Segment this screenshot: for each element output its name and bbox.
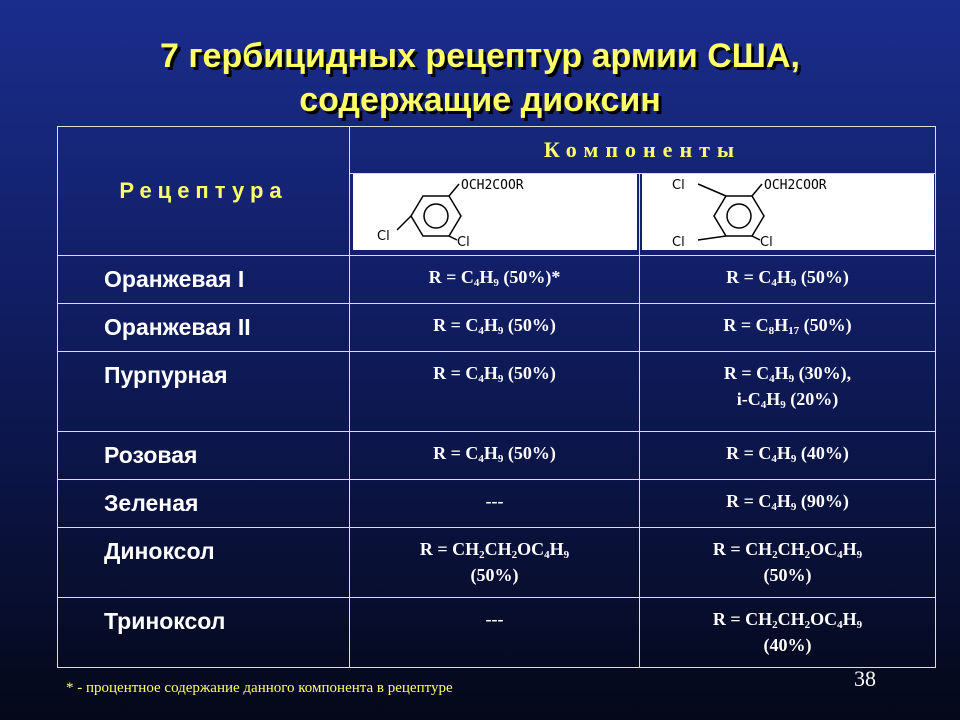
c2-formula: $R = C_4H_9$ (40%) xyxy=(726,443,849,465)
c1-formula: $R = C_4H_9$ (50%) xyxy=(433,363,556,385)
component-1-value xyxy=(350,528,640,598)
cl-label-2b: Cl xyxy=(671,235,685,250)
component-2-value xyxy=(640,352,936,432)
component-2-value xyxy=(640,304,936,352)
recipe-name: Пурпурная xyxy=(58,352,350,432)
structure-2-4-d xyxy=(350,174,640,256)
component-1-value xyxy=(350,304,640,352)
recipe-name: Диноксол xyxy=(58,528,350,598)
c1-formula: $R = C_4H_9$ (50%) xyxy=(433,315,556,337)
recipe-name: Оранжевая I xyxy=(58,256,350,304)
table-row xyxy=(58,256,936,304)
c1-formula: $R = C_4H_9$ (50%)* xyxy=(428,267,561,289)
component-1-value: --- xyxy=(350,598,640,668)
table-body xyxy=(58,256,936,668)
component-1-value: --- xyxy=(350,480,640,528)
component-1-value xyxy=(350,432,640,480)
table-row xyxy=(58,352,936,432)
cl-label-2a: Cl xyxy=(671,178,685,193)
component-2-value xyxy=(640,256,936,304)
table-row xyxy=(58,598,936,668)
substituent-label-1: OCH2COOR xyxy=(460,178,524,193)
component-1-value xyxy=(350,352,640,432)
table-row xyxy=(58,432,936,480)
substituent-label-2: OCH2COOR xyxy=(763,178,827,193)
cl-label-1b: Cl xyxy=(376,229,390,244)
c2-percent: (40%) xyxy=(763,635,812,655)
slide-title-line2: содержащие диоксин xyxy=(299,81,661,119)
table-row xyxy=(58,528,936,598)
slide-title-line1: 7 гербицидных рецептур армии США, xyxy=(160,37,800,75)
component-2-value xyxy=(640,528,936,598)
c2-percent: (50%) xyxy=(763,565,812,585)
c2-formula: $R = CH_2CH_2OC_4H_9$ xyxy=(712,539,863,561)
c2-formula: $R = C_4H_9$ (90%) xyxy=(726,491,849,513)
cl-label-2c: Cl xyxy=(759,235,773,250)
footnote: * - процентное содержание данного компонента в рецептуре xyxy=(66,680,453,696)
structure-2-4-d-image xyxy=(353,174,637,250)
table-row xyxy=(58,480,936,528)
cl-label-1a: Cl xyxy=(456,235,470,250)
recipe-name: Триноксол xyxy=(58,598,350,668)
c1-formula: $R = CH_2CH_2OC_4H_9$ xyxy=(419,539,570,561)
recipe-name: Розовая xyxy=(58,432,350,480)
c2-formula: $R = CH_2CH_2OC_4H_9$ xyxy=(712,609,863,631)
c2-formula-extra: $i-C_4H_9$ (20%) xyxy=(736,389,839,411)
c1-percent: (50%) xyxy=(470,565,519,585)
page-number: 38 xyxy=(854,666,876,691)
c2-formula: $R = C_4H_9$ (30%), xyxy=(723,363,852,385)
c2-formula: $R = C_4H_9$ (50%) xyxy=(726,267,849,289)
herbicide-table xyxy=(57,126,936,668)
component-2-value xyxy=(640,598,936,668)
header-components: Компоненты xyxy=(350,127,936,174)
header-recipe: Рецептура xyxy=(58,127,350,256)
component-1-value xyxy=(350,256,640,304)
recipe-name: Оранжевая II xyxy=(58,304,350,352)
c2-formula: $R = C_8H_{17}$ (50%) xyxy=(723,315,852,337)
structure-2-4-5-t-image xyxy=(642,174,934,250)
table-row xyxy=(58,304,936,352)
structure-2-4-5-t xyxy=(640,174,936,256)
component-2-value xyxy=(640,432,936,480)
c1-formula: $R = C_4H_9$ (50%) xyxy=(433,443,556,465)
recipe-name: Зеленая xyxy=(58,480,350,528)
component-2-value xyxy=(640,480,936,528)
